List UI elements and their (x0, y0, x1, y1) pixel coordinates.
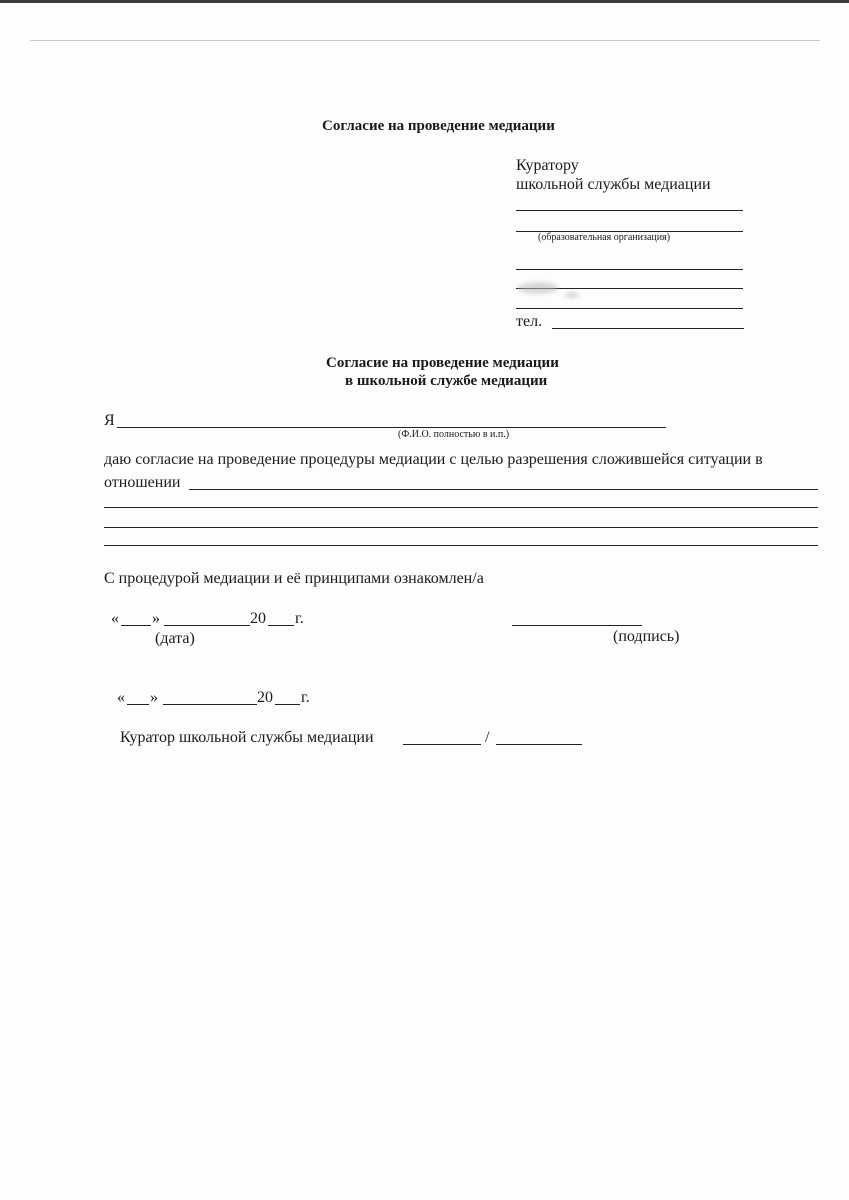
relation-blank-1[interactable] (189, 489, 818, 490)
org-caption: (образовательная организация) (538, 232, 671, 243)
date-caption: (дата) (155, 630, 195, 647)
consent-text: даю согласие на проведение процедуры медиации с целью разрешения сложившейся ситуации в (104, 451, 763, 468)
ya-label: Я (104, 412, 115, 429)
relation-blank-4[interactable] (104, 545, 818, 546)
scan-artifact-line (30, 40, 820, 41)
scan-top-edge (0, 0, 849, 3)
date2-year-prefix: 20 (257, 689, 273, 706)
relation-blank-3[interactable] (104, 527, 818, 528)
curator-slash: / (485, 729, 490, 746)
date2-close-quote: » (150, 689, 158, 706)
addressee-line2: школьной службы медиации (516, 176, 711, 193)
subtitle-line2: в школьной службе медиации (345, 373, 548, 389)
tel-blank[interactable] (552, 328, 744, 329)
curator-label: Куратор школьной службы медиации (120, 729, 374, 746)
subtitle-line1: Согласие на проведение медиации (326, 355, 559, 371)
date2-year-blank[interactable] (275, 704, 300, 705)
document-title: Согласие на проведение медиации (322, 118, 555, 134)
otnoshenii-label: отношении (104, 474, 181, 491)
curator-name-blank[interactable] (496, 744, 582, 745)
date2-month-blank[interactable] (163, 704, 257, 705)
fio-caption: (Ф.И.О. полностью в и.п.) (398, 429, 510, 440)
date1-month-blank[interactable] (164, 625, 250, 626)
addressee-blank-2[interactable] (516, 269, 743, 270)
acknowledge-text: С процедурой медиации и её принципами ознакомлен/а (104, 570, 484, 587)
ink-smudge (565, 292, 579, 298)
curator-signature-blank[interactable] (403, 744, 481, 745)
signature-caption: (подпись) (613, 628, 680, 645)
date1-day-blank[interactable] (121, 625, 151, 626)
date2-year-suffix: г. (301, 689, 310, 706)
date1-year-blank[interactable] (268, 625, 294, 626)
date2-day-blank[interactable] (127, 704, 149, 705)
addressee-blank-1[interactable] (516, 210, 743, 211)
date1-open-quote: « (111, 610, 119, 627)
addressee-blank-4[interactable] (516, 308, 743, 309)
tel-label: тел. (516, 313, 543, 330)
date2-open-quote: « (117, 689, 125, 706)
fio-blank[interactable] (117, 427, 666, 428)
addressee-line1: Куратору (516, 157, 579, 174)
relation-blank-2[interactable] (104, 507, 818, 508)
signature-blank[interactable] (512, 625, 642, 626)
date1-close-quote: » (152, 610, 160, 627)
ink-smudge (518, 282, 558, 294)
date1-year-prefix: 20 (250, 610, 266, 627)
date1-year-suffix: г. (295, 610, 304, 627)
